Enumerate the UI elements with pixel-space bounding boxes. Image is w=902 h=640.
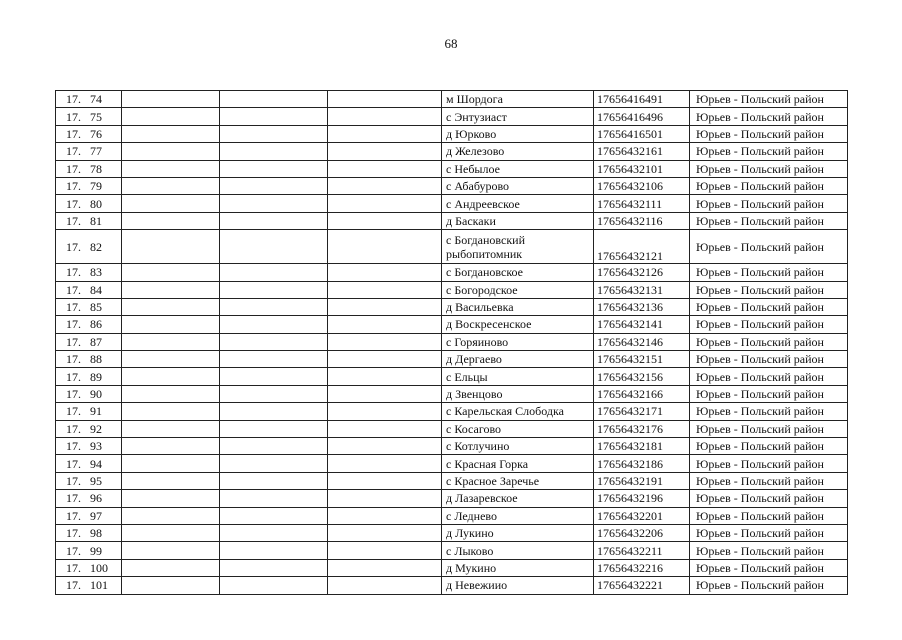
district-name: Юрьев - Польский район <box>690 455 848 472</box>
oktmo-code: 17656432201 <box>594 507 690 524</box>
blank-cell-3 <box>328 333 442 350</box>
blank-cell-2 <box>220 316 328 333</box>
section-number: 17. <box>66 456 81 471</box>
blank-cell-3 <box>328 577 442 594</box>
oktmo-code: 17656432186 <box>594 455 690 472</box>
row-number-cell <box>56 212 122 229</box>
blank-cell-1 <box>122 542 220 559</box>
table-row <box>56 316 848 333</box>
row-number-cell <box>56 125 122 142</box>
row-index: 80 <box>90 196 102 211</box>
settlement-name: д Мукино <box>442 559 594 576</box>
section-number: 17. <box>66 578 81 593</box>
blank-cell-1 <box>122 230 220 264</box>
row-number-cell <box>56 507 122 524</box>
settlement-name: д Железово <box>442 143 594 160</box>
settlement-name: с Богородское <box>442 281 594 298</box>
table-row <box>56 420 848 437</box>
settlement-name: д Лукино <box>442 524 594 541</box>
blank-cell-3 <box>328 542 442 559</box>
blank-cell-2 <box>220 230 328 264</box>
blank-cell-1 <box>122 125 220 142</box>
blank-cell-2 <box>220 438 328 455</box>
settlement-name: с Энтузиаст <box>442 108 594 125</box>
oktmo-code: 17656432191 <box>594 472 690 489</box>
table-row <box>56 524 848 541</box>
blank-cell-3 <box>328 177 442 194</box>
oktmo-code: 17656432141 <box>594 316 690 333</box>
settlement-name: с Абабурово <box>442 177 594 194</box>
district-name: Юрьев - Польский район <box>690 420 848 437</box>
settlement-name: д Дергаево <box>442 351 594 368</box>
table-row <box>56 195 848 212</box>
table-row <box>56 230 848 264</box>
row-index: 93 <box>90 439 102 454</box>
section-number: 17. <box>66 439 81 454</box>
district-name: Юрьев - Польский район <box>690 542 848 559</box>
oktmo-code: 17656416496 <box>594 108 690 125</box>
table-row <box>56 368 848 385</box>
blank-cell-1 <box>122 91 220 108</box>
row-number-cell <box>56 281 122 298</box>
blank-cell-3 <box>328 385 442 402</box>
table-row <box>56 298 848 315</box>
table-row <box>56 559 848 576</box>
row-number-cell <box>56 108 122 125</box>
blank-cell-2 <box>220 490 328 507</box>
settlements-table <box>55 90 848 595</box>
blank-cell-3 <box>328 125 442 142</box>
oktmo-code: 17656432146 <box>594 333 690 350</box>
blank-cell-3 <box>328 143 442 160</box>
oktmo-code: 17656432181 <box>594 438 690 455</box>
table-row <box>56 160 848 177</box>
blank-cell-1 <box>122 212 220 229</box>
row-number-cell <box>56 438 122 455</box>
blank-cell-2 <box>220 385 328 402</box>
blank-cell-3 <box>328 316 442 333</box>
row-number-cell <box>56 333 122 350</box>
blank-cell-1 <box>122 420 220 437</box>
district-name: Юрьев - Польский район <box>690 351 848 368</box>
oktmo-code: 17656432126 <box>594 264 690 281</box>
oktmo-code: 17656416501 <box>594 125 690 142</box>
blank-cell-2 <box>220 420 328 437</box>
oktmo-code: 17656432111 <box>594 195 690 212</box>
blank-cell-1 <box>122 368 220 385</box>
row-number-cell <box>56 91 122 108</box>
section-number: 17. <box>66 369 81 384</box>
blank-cell-1 <box>122 108 220 125</box>
section-number: 17. <box>66 508 81 523</box>
blank-cell-2 <box>220 264 328 281</box>
blank-cell-1 <box>122 351 220 368</box>
row-number-cell <box>56 143 122 160</box>
row-index: 82 <box>90 239 102 254</box>
blank-cell-3 <box>328 472 442 489</box>
section-number: 17. <box>66 239 81 254</box>
blank-cell-2 <box>220 143 328 160</box>
table-row <box>56 472 848 489</box>
blank-cell-2 <box>220 195 328 212</box>
blank-cell-2 <box>220 281 328 298</box>
section-number: 17. <box>66 543 81 558</box>
settlement-name: д Васильевка <box>442 298 594 315</box>
row-number-cell <box>56 160 122 177</box>
oktmo-code: 17656432151 <box>594 351 690 368</box>
district-name: Юрьев - Польский район <box>690 195 848 212</box>
blank-cell-1 <box>122 316 220 333</box>
blank-cell-3 <box>328 230 442 264</box>
table-row <box>56 542 848 559</box>
blank-cell-2 <box>220 351 328 368</box>
section-number: 17. <box>66 109 81 124</box>
row-number-cell <box>56 577 122 594</box>
blank-cell-2 <box>220 542 328 559</box>
row-number-cell <box>56 368 122 385</box>
row-number-cell <box>56 351 122 368</box>
row-index: 100 <box>90 560 108 575</box>
section-number: 17. <box>66 265 81 280</box>
section-number: 17. <box>66 387 81 402</box>
blank-cell-1 <box>122 195 220 212</box>
row-index: 98 <box>90 526 102 541</box>
blank-cell-3 <box>328 420 442 437</box>
blank-cell-3 <box>328 507 442 524</box>
blank-cell-2 <box>220 577 328 594</box>
oktmo-code: 17656432156 <box>594 368 690 385</box>
table-row <box>56 490 848 507</box>
section-number: 17. <box>66 317 81 332</box>
district-name: Юрьев - Польский район <box>690 577 848 594</box>
settlement-name: с Богдановский рыбопитомник <box>442 230 594 264</box>
blank-cell-3 <box>328 524 442 541</box>
row-index: 74 <box>90 92 102 107</box>
table-row <box>56 264 848 281</box>
blank-cell-3 <box>328 351 442 368</box>
settlement-name: д Звенцово <box>442 385 594 402</box>
district-name: Юрьев - Польский район <box>690 264 848 281</box>
table-row <box>56 108 848 125</box>
district-name: Юрьев - Польский район <box>690 472 848 489</box>
district-name: Юрьев - Польский район <box>690 438 848 455</box>
section-number: 17. <box>66 560 81 575</box>
row-number-cell <box>56 455 122 472</box>
settlement-name: с Красное Заречье <box>442 472 594 489</box>
settlement-name: с Котлучино <box>442 438 594 455</box>
blank-cell-3 <box>328 298 442 315</box>
blank-cell-2 <box>220 455 328 472</box>
oktmo-code: 17656432161 <box>594 143 690 160</box>
blank-cell-1 <box>122 160 220 177</box>
row-index: 89 <box>90 369 102 384</box>
blank-cell-2 <box>220 333 328 350</box>
blank-cell-1 <box>122 385 220 402</box>
blank-cell-2 <box>220 108 328 125</box>
district-name: Юрьев - Польский район <box>690 559 848 576</box>
row-index: 79 <box>90 179 102 194</box>
row-number-cell <box>56 403 122 420</box>
settlement-name: с Горяиново <box>442 333 594 350</box>
row-index: 75 <box>90 109 102 124</box>
settlement-name: с Лыково <box>442 542 594 559</box>
section-number: 17. <box>66 213 81 228</box>
table-body <box>56 91 848 595</box>
row-index: 77 <box>90 144 102 159</box>
row-number-cell <box>56 559 122 576</box>
district-name: Юрьев - Польский район <box>690 177 848 194</box>
settlement-name: д Лазаревское <box>442 490 594 507</box>
oktmo-code: 17656432131 <box>594 281 690 298</box>
section-number: 17. <box>66 92 81 107</box>
blank-cell-1 <box>122 472 220 489</box>
oktmo-code: 17656432171 <box>594 403 690 420</box>
table-row <box>56 403 848 420</box>
blank-cell-3 <box>328 403 442 420</box>
table-row <box>56 438 848 455</box>
section-number: 17. <box>66 404 81 419</box>
row-number-cell <box>56 524 122 541</box>
blank-cell-2 <box>220 368 328 385</box>
blank-cell-2 <box>220 298 328 315</box>
row-number-cell <box>56 542 122 559</box>
district-name: Юрьев - Польский район <box>690 230 848 264</box>
table-row <box>56 281 848 298</box>
row-index: 87 <box>90 334 102 349</box>
blank-cell-1 <box>122 281 220 298</box>
oktmo-code: 17656432116 <box>594 212 690 229</box>
blank-cell-1 <box>122 177 220 194</box>
row-number-cell <box>56 420 122 437</box>
blank-cell-1 <box>122 490 220 507</box>
settlement-name: с Леднево <box>442 507 594 524</box>
blank-cell-3 <box>328 195 442 212</box>
settlement-name: м Шордога <box>442 91 594 108</box>
blank-cell-3 <box>328 438 442 455</box>
table-row <box>56 385 848 402</box>
row-index: 96 <box>90 491 102 506</box>
settlement-name: с Карельская Слободка <box>442 403 594 420</box>
section-number: 17. <box>66 179 81 194</box>
table-row <box>56 577 848 594</box>
district-name: Юрьев - Польский район <box>690 143 848 160</box>
section-number: 17. <box>66 526 81 541</box>
district-name: Юрьев - Польский район <box>690 281 848 298</box>
oktmo-code: 17656432136 <box>594 298 690 315</box>
row-number-cell <box>56 195 122 212</box>
row-number-cell <box>56 385 122 402</box>
table-row <box>56 455 848 472</box>
oktmo-code: 17656432206 <box>594 524 690 541</box>
section-number: 17. <box>66 300 81 315</box>
district-name: Юрьев - Польский район <box>690 403 848 420</box>
row-number-cell <box>56 316 122 333</box>
settlement-name: с Красная Горка <box>442 455 594 472</box>
settlement-name: с Ельцы <box>442 368 594 385</box>
row-index: 92 <box>90 421 102 436</box>
blank-cell-3 <box>328 212 442 229</box>
section-number: 17. <box>66 352 81 367</box>
blank-cell-3 <box>328 455 442 472</box>
blank-cell-2 <box>220 524 328 541</box>
oktmo-code: 17656432221 <box>594 577 690 594</box>
row-index: 95 <box>90 474 102 488</box>
blank-cell-3 <box>328 281 442 298</box>
section-number: 17. <box>66 491 81 506</box>
oktmo-code: 17656432166 <box>594 385 690 402</box>
oktmo-code: 17656432101 <box>594 160 690 177</box>
district-name: Юрьев - Польский район <box>690 524 848 541</box>
blank-cell-2 <box>220 160 328 177</box>
settlement-name: с Косагово <box>442 420 594 437</box>
district-name: Юрьев - Польский район <box>690 298 848 315</box>
district-name: Юрьев - Польский район <box>690 333 848 350</box>
row-number-cell <box>56 177 122 194</box>
table-row <box>56 125 848 142</box>
blank-cell-3 <box>328 160 442 177</box>
blank-cell-2 <box>220 125 328 142</box>
row-index: 85 <box>90 300 102 315</box>
row-index: 83 <box>90 265 102 280</box>
row-number-cell <box>56 490 122 507</box>
row-index: 86 <box>90 317 102 332</box>
blank-cell-1 <box>122 403 220 420</box>
settlement-name: д Невежиио <box>442 577 594 594</box>
blank-cell-2 <box>220 559 328 576</box>
row-index: 99 <box>90 543 102 558</box>
settlement-name: с Андреевское <box>442 195 594 212</box>
blank-cell-2 <box>220 403 328 420</box>
blank-cell-2 <box>220 212 328 229</box>
district-name: Юрьев - Польский район <box>690 125 848 142</box>
blank-cell-1 <box>122 143 220 160</box>
oktmo-code: 17656432121 <box>594 230 690 264</box>
blank-cell-3 <box>328 559 442 576</box>
blank-cell-1 <box>122 298 220 315</box>
section-number: 17. <box>66 474 81 488</box>
row-index: 97 <box>90 508 102 523</box>
row-number-cell <box>56 264 122 281</box>
blank-cell-1 <box>122 438 220 455</box>
section-number: 17. <box>66 334 81 349</box>
table-row <box>56 333 848 350</box>
district-name: Юрьев - Польский район <box>690 160 848 177</box>
settlement-name: д Воскресенское <box>442 316 594 333</box>
district-name: Юрьев - Польский район <box>690 490 848 507</box>
row-index: 76 <box>90 126 102 141</box>
section-number: 17. <box>66 196 81 211</box>
section-number: 17. <box>66 144 81 159</box>
oktmo-code: 17656432106 <box>594 177 690 194</box>
table-row <box>56 507 848 524</box>
district-name: Юрьев - Польский район <box>690 91 848 108</box>
blank-cell-3 <box>328 368 442 385</box>
blank-cell-2 <box>220 507 328 524</box>
row-index: 81 <box>90 213 102 228</box>
section-number: 17. <box>66 421 81 436</box>
settlement-name: с Богдановское <box>442 264 594 281</box>
blank-cell-3 <box>328 91 442 108</box>
row-number-cell <box>56 230 122 264</box>
district-name: Юрьев - Польский район <box>690 212 848 229</box>
blank-cell-1 <box>122 507 220 524</box>
settlement-name: д Юрково <box>442 125 594 142</box>
district-name: Юрьев - Польский район <box>690 385 848 402</box>
blank-cell-2 <box>220 177 328 194</box>
district-name: Юрьев - Польский район <box>690 507 848 524</box>
blank-cell-2 <box>220 91 328 108</box>
table-row <box>56 177 848 194</box>
section-number: 17. <box>66 126 81 141</box>
table-row <box>56 351 848 368</box>
table-row <box>56 91 848 108</box>
settlement-name: с Небылое <box>442 160 594 177</box>
row-number-cell <box>56 298 122 315</box>
blank-cell-1 <box>122 333 220 350</box>
table-row <box>56 212 848 229</box>
row-index: 78 <box>90 161 102 176</box>
district-name: Юрьев - Польский район <box>690 316 848 333</box>
section-number: 17. <box>66 282 81 297</box>
oktmo-code: 17656432216 <box>594 559 690 576</box>
page-number: 68 <box>444 36 458 51</box>
oktmo-code: 17656432211 <box>594 542 690 559</box>
settlement-name: д Баскаки <box>442 212 594 229</box>
blank-cell-3 <box>328 490 442 507</box>
row-index: 91 <box>90 404 102 419</box>
district-name: Юрьев - Польский район <box>690 108 848 125</box>
row-index: 88 <box>90 352 102 367</box>
oktmo-code: 17656416491 <box>594 91 690 108</box>
oktmo-code: 17656432176 <box>594 420 690 437</box>
row-index: 84 <box>90 282 102 297</box>
table-row <box>56 143 848 160</box>
row-number-cell <box>56 472 122 489</box>
blank-cell-1 <box>122 264 220 281</box>
row-index: 101 <box>90 578 108 593</box>
row-index: 90 <box>90 387 102 402</box>
oktmo-code: 17656432196 <box>594 490 690 507</box>
row-index: 94 <box>90 456 102 471</box>
blank-cell-3 <box>328 108 442 125</box>
blank-cell-1 <box>122 455 220 472</box>
blank-cell-3 <box>328 264 442 281</box>
blank-cell-1 <box>122 559 220 576</box>
blank-cell-1 <box>122 524 220 541</box>
blank-cell-1 <box>122 577 220 594</box>
blank-cell-2 <box>220 472 328 489</box>
section-number: 17. <box>66 161 81 176</box>
district-name: Юрьев - Польский район <box>690 368 848 385</box>
